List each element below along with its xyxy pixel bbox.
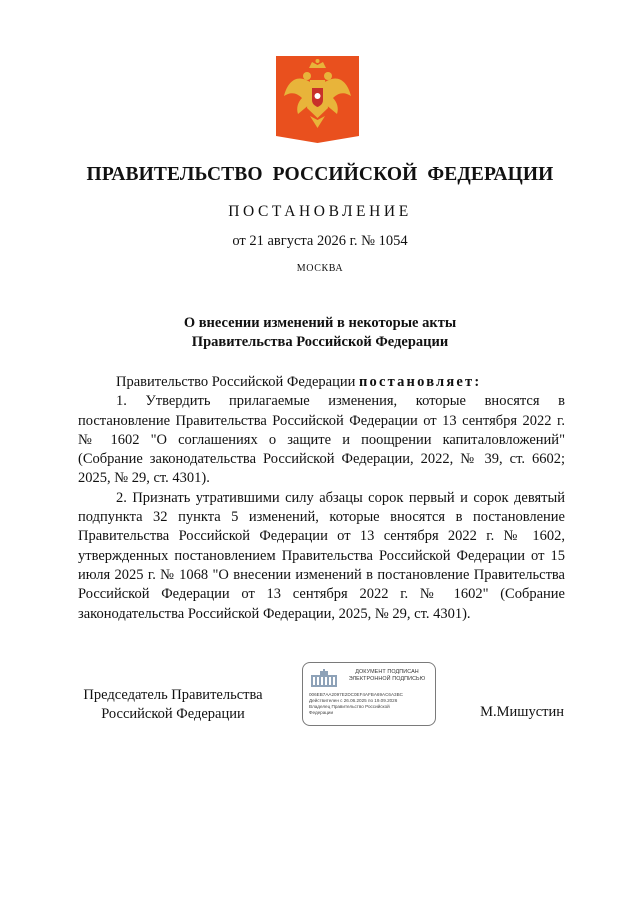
document-date-number: от 21 августа 2026 г. № 1054 <box>232 233 408 249</box>
stamp-header-line-2: ЭЛЕКТРОННОЙ ПОДПИСЬЮ <box>348 676 426 682</box>
government-building-icon <box>309 669 339 689</box>
signer-name: М.Мишустин <box>480 704 564 720</box>
subject-line-2: Правительства Российской Федерации <box>191 334 449 350</box>
stamp-certificate: 006EB7AA2097E2DC0EF4AFBA69AC6A3BC <box>309 692 403 697</box>
intro-text: Правительство Российской Федерации <box>116 374 359 390</box>
signer-title-line-1: Председатель Правительства <box>83 687 263 703</box>
document-city: МОСКВА <box>296 263 344 274</box>
electronic-signature-stamp <box>302 662 436 726</box>
decision-word: постановляет: <box>358 374 482 390</box>
subject-line-1: О внесении изменений в некоторые акты <box>183 315 457 331</box>
signer-title <box>78 686 268 723</box>
stamp-header-line-1: ДОКУМЕНТ ПОДПИСАН <box>355 669 419 675</box>
document-type: ПОСТАНОВЛЕНИЕ <box>228 203 412 220</box>
stamp-header <box>339 669 435 683</box>
government-title: ПРАВИТЕЛЬСТВО РОССИЙСКОЙ ФЕДЕРАЦИИ <box>86 164 554 185</box>
stamp-owner-line-2: Федерации <box>309 710 334 715</box>
document-body <box>78 373 565 624</box>
stamp-validity: Действителен с 26.06.2025 по 19.09.2026 <box>309 698 398 703</box>
stamp-details <box>309 692 433 716</box>
stamp-owner-line-1: Владелец Правительство Российской <box>309 704 390 709</box>
coat-of-arms-icon <box>276 56 359 143</box>
intro-paragraph <box>78 373 565 392</box>
item-2: 2. Признать утратившими силу абзацы сорок первый и сорок девятый подпункта 32 пункта 5 изменений, которые вносятся в постановление Правительства Российской Федерации от 13 сентября 2022 г. № 1602, утвержденных постановлением Правительства Российской Федерации от 15 июля 2025 г. № 1068 "О внесении изменений в постановление Правительства Российской Федерации от 13 сентября 2022 г. № 1602" (Собрание законодательства Российской Федерации, 2025, № 29, ст. 4301). <box>78 489 565 622</box>
document-subject <box>0 314 640 352</box>
signer-title-line-2: Российской Федерации <box>101 705 245 722</box>
item-1: 1. Утвердить прилагаемые изменения, которые вносятся в постановление Правительства Российской Федерации от 13 сентября 2022 г. № 1602 "О соглашениях о защите и поощрении капиталовложений" (Собрание законодательства Российской Федерации, 2022, № 39, ст. 6602; 2025, № 29, ст. 4301). <box>78 393 565 487</box>
